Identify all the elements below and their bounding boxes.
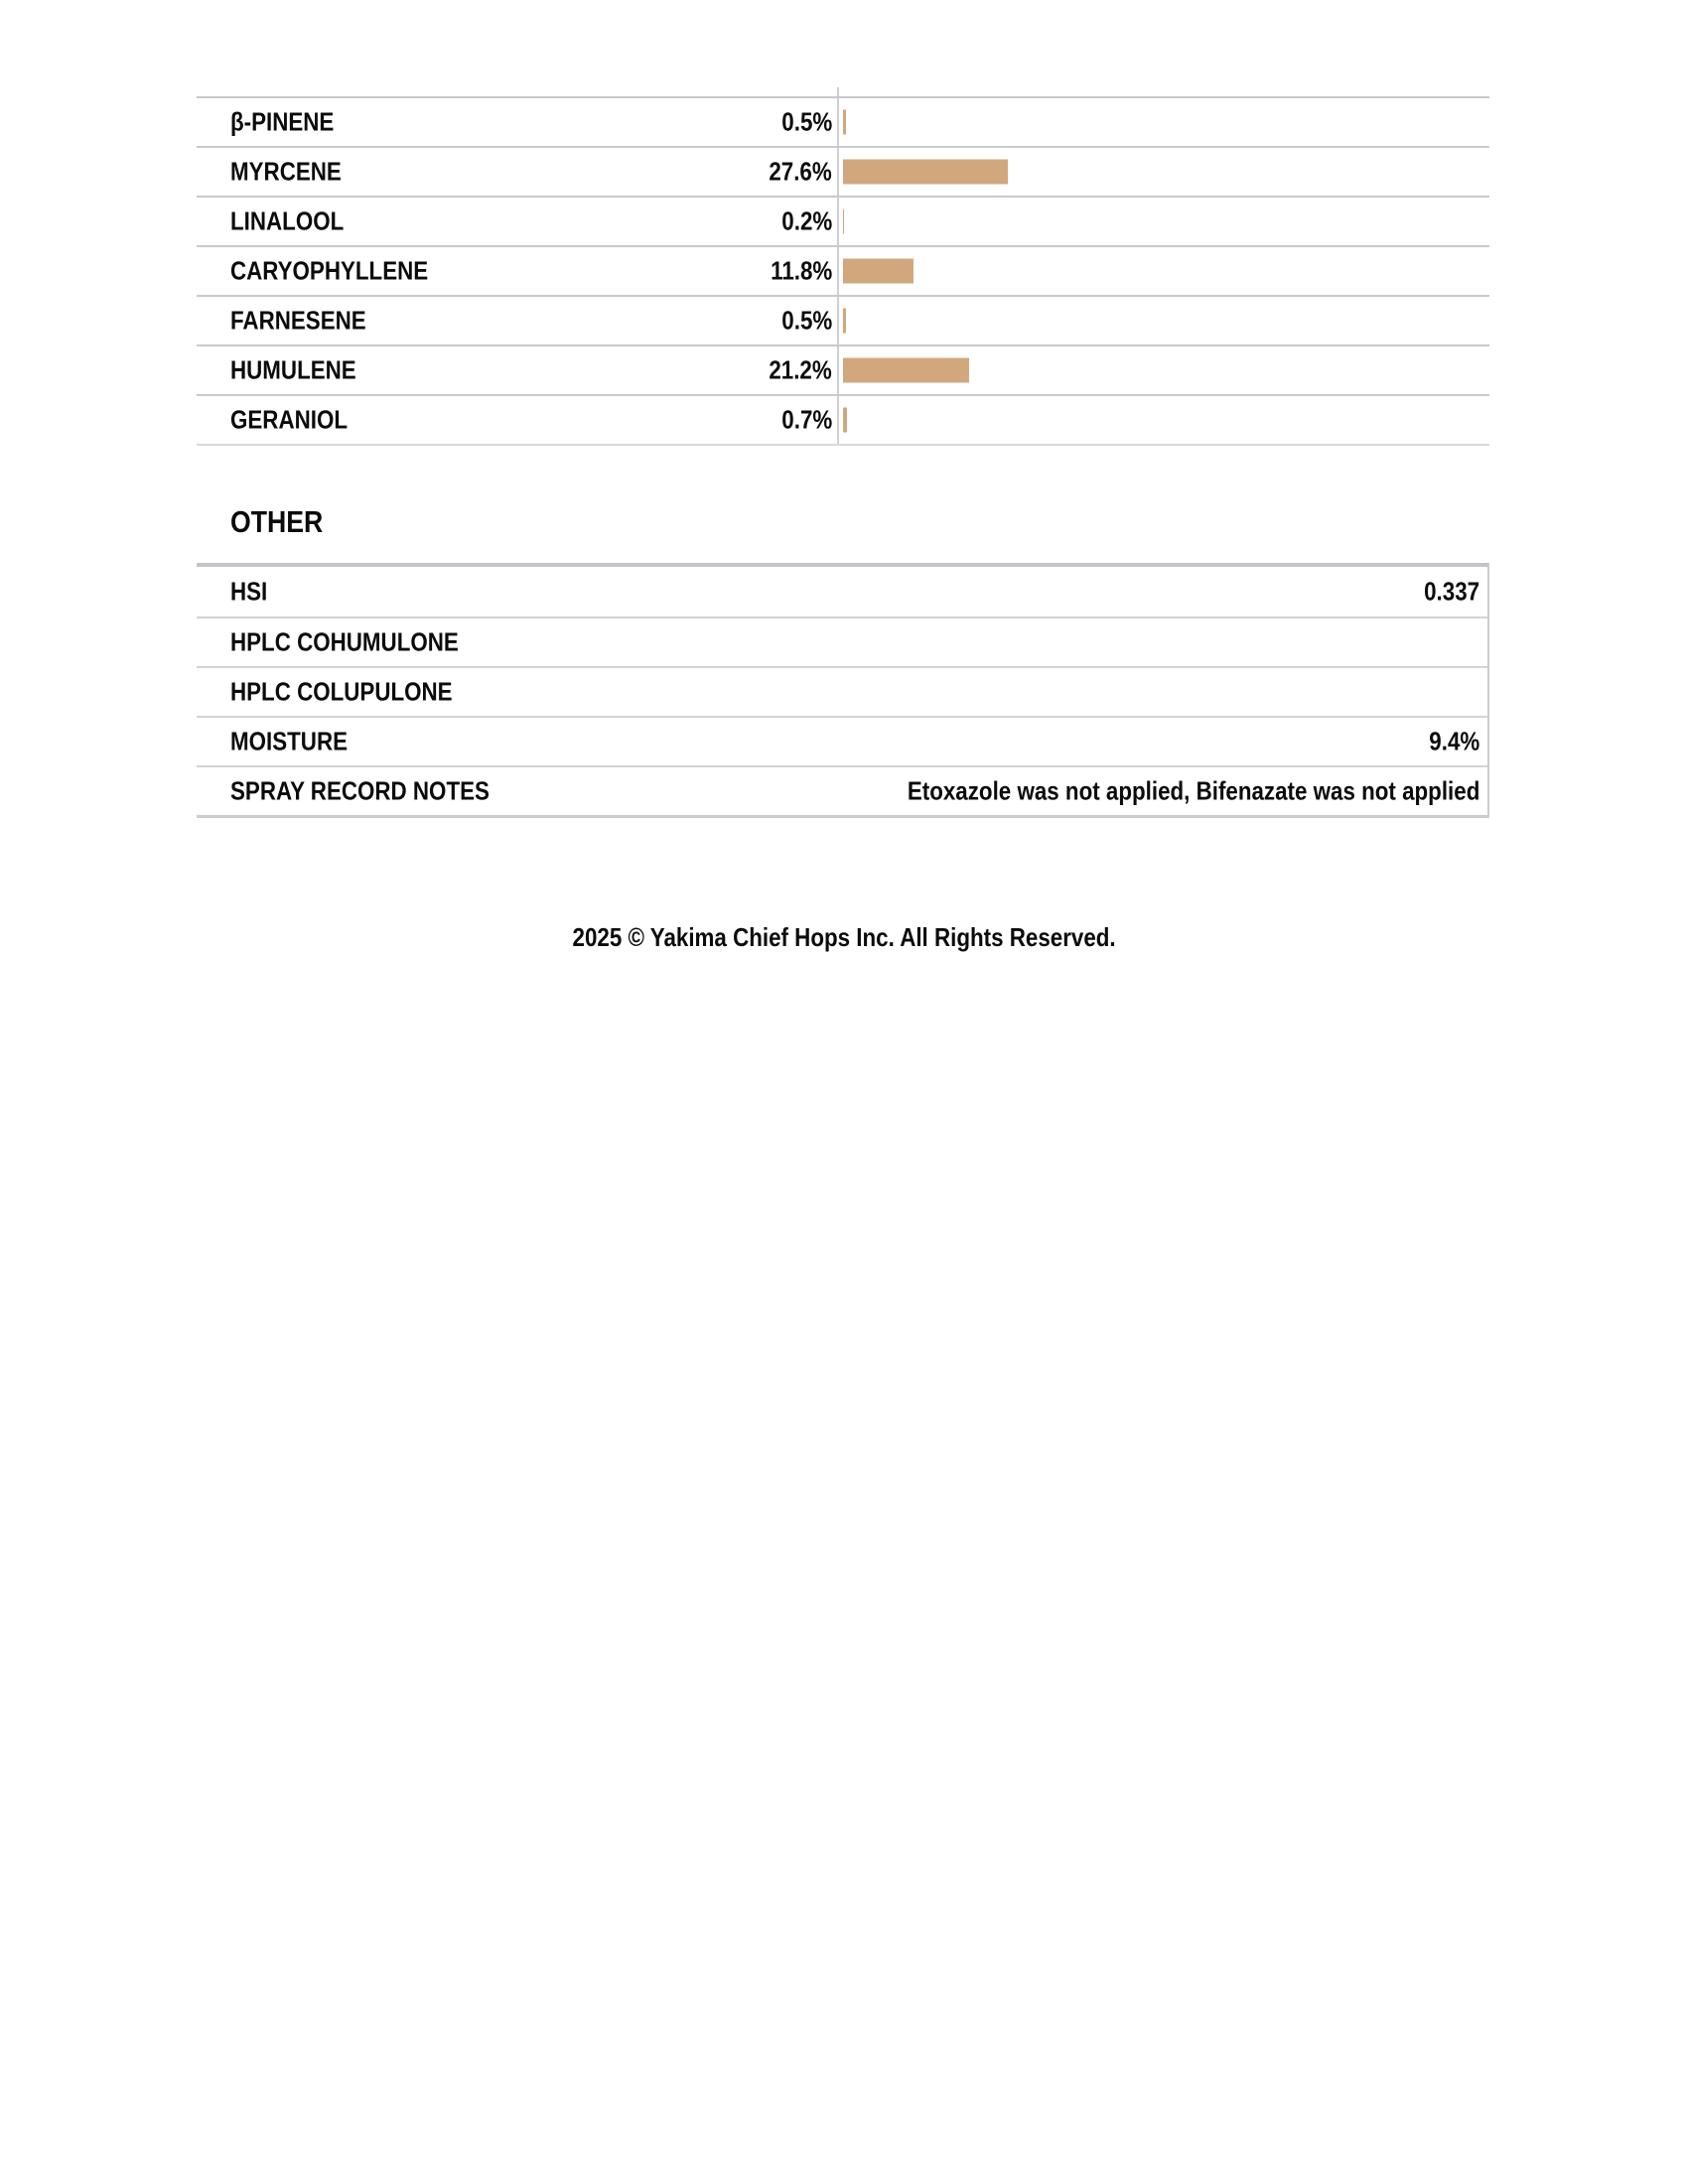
aroma-table-row [197, 196, 1489, 245]
footer-copyright-text: 2025 © Yakima Chief Hops Inc. All Rights Reserved. [572, 922, 1116, 952]
other-row-label: SPRAY RECORD NOTES [230, 775, 490, 806]
other-table-row [197, 666, 1487, 716]
other-row-value: Etoxazole was not applied, Bifenazate was not applied [907, 775, 1479, 806]
compound-label: CARYOPHYLLENE [230, 255, 429, 286]
compound-bar [843, 160, 1008, 185]
compound-bar [843, 110, 846, 135]
other-row-label: HPLC COLUPULONE [230, 676, 453, 707]
other-table-row [197, 716, 1487, 765]
compound-label: β-PINENE [230, 106, 335, 137]
compound-percent-value: 0.2% [781, 205, 832, 236]
compound-bar [843, 408, 847, 433]
aroma-table-row [197, 245, 1489, 295]
other-row-label: MOISTURE [230, 726, 349, 756]
compound-percent-value: 11.8% [770, 255, 832, 286]
footer [0, 922, 1688, 953]
compound-label: FARNESENE [230, 305, 366, 336]
compound-percent-value: 0.7% [781, 404, 832, 435]
aroma-table-row [197, 96, 1489, 146]
compound-percent-value: 0.5% [781, 305, 832, 336]
aroma-table-row [197, 295, 1489, 344]
compound-label: LINALOOL [230, 205, 345, 236]
other-table-row [197, 616, 1487, 666]
compound-bar [843, 259, 914, 284]
compound-label: HUMULENE [230, 354, 356, 385]
other-table-row [197, 567, 1487, 616]
compound-bar [843, 309, 846, 334]
aroma-table-row [197, 394, 1489, 444]
compound-label: GERANIOL [230, 404, 349, 435]
compound-bar [843, 209, 844, 234]
compound-percent-value: 27.6% [769, 156, 832, 187]
other-row-value: 0.337 [1424, 576, 1479, 607]
other-section-title: OTHER [230, 504, 324, 539]
aroma-compounds-table [197, 96, 1489, 446]
other-table [197, 563, 1489, 818]
compound-percent-value: 21.2% [769, 354, 832, 385]
compound-label: MYRCENE [230, 156, 342, 187]
aroma-table-row [197, 344, 1489, 394]
compound-bar [843, 358, 969, 383]
other-row-label: HSI [230, 576, 268, 607]
other-table-row [197, 765, 1487, 815]
other-row-label: HPLC COHUMULONE [230, 626, 459, 657]
aroma-table-row [197, 146, 1489, 196]
compound-percent-value: 0.5% [781, 106, 832, 137]
other-row-value: 9.4% [1429, 726, 1479, 756]
